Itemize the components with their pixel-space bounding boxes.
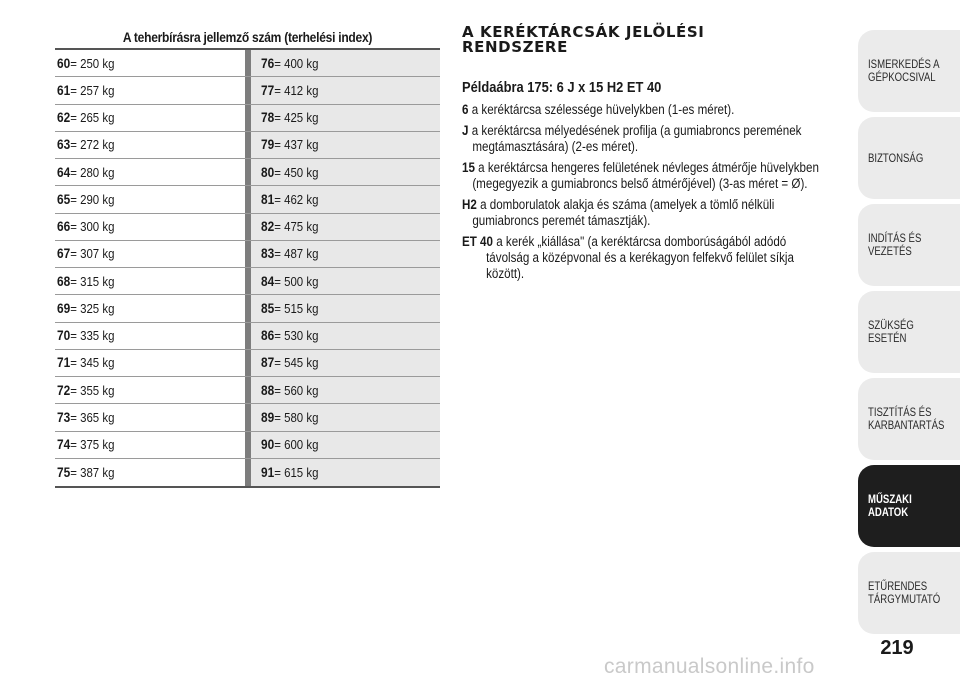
definition-item <box>462 234 852 282</box>
load-index-value: = 365 kg <box>70 409 115 425</box>
definition-text: megtámasztására) (2-es méret). <box>472 139 639 154</box>
load-index-cell-left <box>55 350 245 376</box>
table-row <box>55 323 440 350</box>
load-index-value: = 487 kg <box>274 246 319 262</box>
load-index-value: = 600 kg <box>274 437 319 453</box>
definition-text: gumiabroncs peremét támasztják). <box>472 213 651 228</box>
table-row <box>55 105 440 132</box>
load-index-value: = 280 kg <box>70 164 115 180</box>
load-index-cell-right <box>245 459 440 486</box>
load-index-cell-left <box>55 377 245 403</box>
load-index-code: 61 <box>57 82 71 98</box>
load-index-value: = 307 kg <box>70 246 115 262</box>
load-index-code: 83 <box>261 246 275 262</box>
chapter-tab-label: INDÍTÁS ÉS VEZETÉS <box>868 231 922 258</box>
load-index-cell-left <box>55 404 245 430</box>
definition-item <box>462 160 852 192</box>
table-row <box>55 241 440 268</box>
load-index-value: = 545 kg <box>274 355 319 371</box>
load-index-cell-right <box>245 404 440 430</box>
definition-text: a keréktárcsa szélessége hüvelykben (1-es méret). <box>471 102 735 117</box>
load-index-code: 74 <box>57 437 71 453</box>
load-index-cell-left <box>55 105 245 131</box>
load-index-code: 84 <box>261 273 275 289</box>
definition-item <box>462 102 852 118</box>
load-index-value: = 425 kg <box>274 110 319 126</box>
definition-term: ET 40 <box>462 234 493 249</box>
load-index-value: = 272 kg <box>70 137 115 153</box>
chapter-tab-label: MŰSZAKI ADATOK <box>868 492 912 519</box>
load-index-value: = 450 kg <box>274 164 319 180</box>
load-index-code: 72 <box>57 382 71 398</box>
load-index-value: = 355 kg <box>70 382 115 398</box>
section-heading-line2: RENDSZERE <box>462 38 568 56</box>
chapter-tab-label: TISZTÍTÁS ÉS KARBANTARTÁS <box>868 405 945 432</box>
definition-term: 15 <box>462 160 475 175</box>
load-index-code: 62 <box>57 110 71 126</box>
load-index-value: = 515 kg <box>274 300 319 316</box>
load-index-code: 65 <box>57 191 71 207</box>
definition-text: a kerék „kiállása" (a keréktárcsa domborúságából adódó <box>496 234 787 249</box>
chapter-tab[interactable] <box>858 378 960 460</box>
definition-text: (megegyezik a gumiabroncs belső átmérőjével) (3-as méret = Ø). <box>472 176 808 191</box>
chapter-tab-label: ISMERKEDÉS A GÉPKOCSIVAL <box>868 57 940 84</box>
load-index-code: 90 <box>261 437 275 453</box>
load-index-code: 75 <box>57 464 71 480</box>
table-title: A teherbírásra jellemző szám (terhelési index) <box>122 29 373 45</box>
load-index-code: 71 <box>57 355 71 371</box>
table-row <box>55 159 440 186</box>
load-index-code: 89 <box>261 409 275 425</box>
section-heading-line1: A KERÉKTÁRCSÁK JELÖLÉSI <box>462 23 705 41</box>
definition-text: a keréktárcsa hengeres felületének névleges átmérője hüvelykben <box>478 160 819 175</box>
load-index-cell-right <box>245 295 440 321</box>
table-body <box>55 48 440 488</box>
chapter-tab[interactable] <box>858 117 960 199</box>
load-index-cell-right <box>245 214 440 240</box>
load-index-code: 87 <box>261 355 275 371</box>
table-row <box>55 132 440 159</box>
load-index-value: = 530 kg <box>274 328 319 344</box>
load-index-value: = 462 kg <box>274 191 319 207</box>
load-index-code: 67 <box>57 246 71 262</box>
load-index-cell-right <box>245 350 440 376</box>
table-row <box>55 50 440 77</box>
table-row <box>55 350 440 377</box>
definition-term: 6 <box>462 102 469 117</box>
load-index-value: = 375 kg <box>70 437 115 453</box>
table-row <box>55 404 440 431</box>
load-index-cell-right <box>245 50 440 76</box>
load-index-cell-right <box>245 432 440 458</box>
watermark: carmanualsonline.info <box>604 655 815 678</box>
load-index-cell-left <box>55 214 245 240</box>
load-index-value: = 412 kg <box>274 82 319 98</box>
load-index-value: = 300 kg <box>70 219 115 235</box>
load-index-code: 79 <box>261 137 275 153</box>
load-index-value: = 250 kg <box>70 55 115 71</box>
definition-text: a keréktárcsa mélyedésének profilja (a gumiabroncs peremének <box>471 123 802 138</box>
load-index-table <box>55 26 440 488</box>
load-index-cell-right <box>245 268 440 294</box>
definition-item <box>462 197 852 229</box>
chapter-tab-label: SZÜKSÉG ESETÉN <box>868 318 914 345</box>
load-index-cell-left <box>55 295 245 321</box>
load-index-code: 86 <box>261 328 275 344</box>
chapter-tab-label: ETŰRENDES TÁRGYMUTATÓ <box>868 579 941 606</box>
load-index-cell-right <box>245 377 440 403</box>
definition-text: a domborulatok alakja és száma (amelyek a tömlő nélküli <box>480 197 775 212</box>
load-index-value: = 475 kg <box>274 219 319 235</box>
definition-text: között). <box>486 266 525 281</box>
load-index-cell-left <box>55 159 245 185</box>
table-row <box>55 186 440 213</box>
load-index-code: 73 <box>57 409 71 425</box>
load-index-value: = 335 kg <box>70 328 115 344</box>
load-index-code: 76 <box>261 55 275 71</box>
chapter-tab[interactable] <box>858 465 960 547</box>
load-index-cell-right <box>245 241 440 267</box>
load-index-cell-left <box>55 186 245 212</box>
table-row <box>55 214 440 241</box>
table-row <box>55 268 440 295</box>
load-index-cell-left <box>55 241 245 267</box>
load-index-code: 69 <box>57 300 71 316</box>
load-index-cell-left <box>55 132 245 158</box>
load-index-cell-right <box>245 186 440 212</box>
load-index-cell-right <box>245 132 440 158</box>
load-index-value: = 345 kg <box>70 355 115 371</box>
chapter-tab-label: BIZTONSÁG <box>868 150 924 165</box>
load-index-code: 70 <box>57 328 71 344</box>
definition-item <box>462 123 852 155</box>
load-index-value: = 265 kg <box>70 110 115 126</box>
load-index-value: = 580 kg <box>274 409 319 425</box>
load-index-cell-left <box>55 459 245 486</box>
load-index-cell-left <box>55 77 245 103</box>
load-index-value: = 615 kg <box>274 464 319 480</box>
load-index-cell-right <box>245 105 440 131</box>
chapter-tab[interactable] <box>858 30 960 112</box>
table-row <box>55 295 440 322</box>
definition-text: távolság a középvonal és a kerékagyon felfekvő felület síkja <box>486 250 794 265</box>
load-index-cell-left <box>55 432 245 458</box>
load-index-code: 78 <box>261 110 275 126</box>
load-index-value: = 290 kg <box>70 191 115 207</box>
chapter-tab[interactable] <box>858 291 960 373</box>
load-index-cell-right <box>245 77 440 103</box>
table-row <box>55 459 440 486</box>
load-index-value: = 437 kg <box>274 137 319 153</box>
page-number: 219 <box>880 637 914 659</box>
load-index-code: 80 <box>261 164 275 180</box>
definition-term: J <box>462 123 469 138</box>
load-index-code: 81 <box>261 191 275 207</box>
load-index-cell-left <box>55 268 245 294</box>
table-row <box>55 377 440 404</box>
chapter-tab[interactable] <box>858 204 960 286</box>
load-index-cell-right <box>245 159 440 185</box>
load-index-code: 85 <box>261 300 275 316</box>
load-index-code: 64 <box>57 164 71 180</box>
definition-term: H2 <box>462 197 477 212</box>
load-index-cell-left <box>55 323 245 349</box>
load-index-code: 91 <box>261 464 275 480</box>
load-index-code: 88 <box>261 382 275 398</box>
example-title: Példaábra 175: 6 J x 15 H2 ET 40 <box>462 79 662 96</box>
chapter-tab[interactable] <box>858 552 960 634</box>
load-index-code: 66 <box>57 219 71 235</box>
load-index-code: 63 <box>57 137 71 153</box>
load-index-cell-right <box>245 323 440 349</box>
load-index-value: = 387 kg <box>70 464 115 480</box>
load-index-value: = 325 kg <box>70 300 115 316</box>
load-index-value: = 315 kg <box>70 273 115 289</box>
load-index-code: 82 <box>261 219 275 235</box>
load-index-code: 77 <box>261 82 275 98</box>
load-index-value: = 257 kg <box>70 82 115 98</box>
table-row <box>55 432 440 459</box>
definition-list <box>462 102 852 287</box>
table-row <box>55 77 440 104</box>
load-index-value: = 500 kg <box>274 273 319 289</box>
section-heading <box>462 25 792 55</box>
load-index-cell-left <box>55 50 245 76</box>
load-index-value: = 400 kg <box>274 55 319 71</box>
load-index-value: = 560 kg <box>274 382 319 398</box>
load-index-code: 60 <box>57 55 71 71</box>
load-index-code: 68 <box>57 273 71 289</box>
